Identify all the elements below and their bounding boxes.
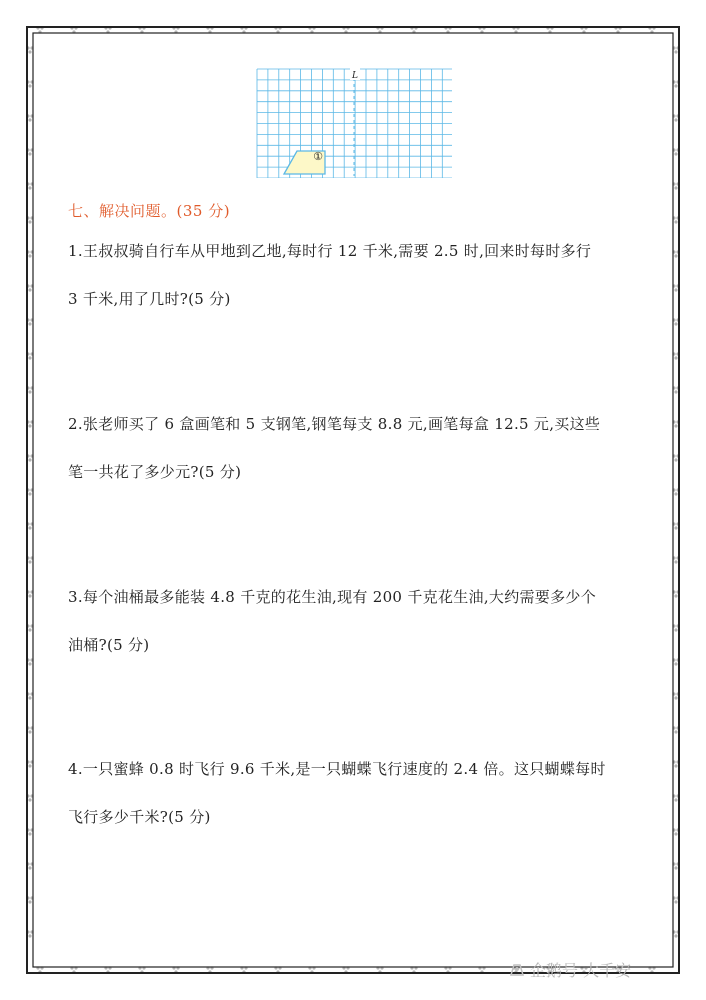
border-dot (28, 526, 31, 529)
border-dot (28, 934, 31, 937)
border-dot (28, 390, 31, 393)
border-dot (28, 662, 31, 665)
border-dot (28, 492, 31, 495)
grid-paper (256, 68, 452, 178)
border-dot (28, 322, 31, 325)
watermark-text: 企鹅号 大千安 (530, 961, 632, 980)
border-dot (28, 118, 31, 121)
question-1-line-2: 3 千米,用了几时?(5 分) (68, 290, 231, 308)
border-dot (674, 458, 677, 461)
border-dot (28, 254, 31, 257)
border-dot (674, 594, 677, 597)
question-2-line-1: 2.张老师买了 6 盒画笔和 5 支钢笔,钢笔每支 8.8 元,画笔每盒 12.5 元,买这些 (68, 415, 601, 433)
border-dot (28, 832, 31, 835)
section-title: 七、解决问题。(35 分) (68, 202, 231, 220)
border-dot (674, 322, 677, 325)
border-dot (674, 424, 677, 427)
question-4-line-2: 飞行多少千米?(5 分) (68, 808, 211, 826)
border-dot (28, 696, 31, 699)
border-dot (674, 492, 677, 495)
border-dot (28, 866, 31, 869)
border-dot (674, 50, 677, 53)
border-dot (28, 798, 31, 801)
shape-label: ① (313, 150, 323, 163)
border-dot (674, 186, 677, 189)
border-dot (28, 220, 31, 223)
border-dot (674, 662, 677, 665)
border-dot (674, 254, 677, 257)
border-dot (674, 764, 677, 767)
question-3-line-2: 油桶?(5 分) (68, 636, 150, 654)
question-4 (68, 745, 643, 841)
grid-figure (256, 68, 452, 182)
border-dot (674, 866, 677, 869)
border-dot (674, 118, 677, 121)
question-3 (68, 573, 643, 669)
border-dot (28, 628, 31, 631)
border-dot (674, 288, 677, 291)
border-dot (674, 356, 677, 359)
question-2 (68, 400, 643, 496)
penguin-logo-icon (508, 961, 526, 979)
border-dot (28, 764, 31, 767)
question-3-line-1: 3.每个油桶最多能装 4.8 千克的花生油,现有 200 千克花生油,大约需要多少个 (68, 588, 597, 606)
border-dot (28, 84, 31, 87)
border-dot (674, 730, 677, 733)
border-dot (28, 730, 31, 733)
border-dot (28, 458, 31, 461)
border-dot (28, 50, 31, 53)
question-1 (68, 227, 643, 323)
border-dot (28, 900, 31, 903)
border-dot (28, 560, 31, 563)
axis-label: L (352, 71, 358, 81)
border-dot (674, 220, 677, 223)
border-dot (28, 424, 31, 427)
border-dot (674, 832, 677, 835)
border-dot (674, 560, 677, 563)
question-1-line-1: 1.王叔叔骑自行车从甲地到乙地,每时行 12 千米,需要 2.5 时,回来时每时多行 (68, 242, 592, 260)
border-dot (28, 186, 31, 189)
question-4-line-1: 4.一只蜜蜂 0.8 时飞行 9.6 千米,是一只蝴蝶飞行速度的 2.4 倍。这只蝴蝶每时 (68, 760, 606, 778)
border-dot (674, 628, 677, 631)
border-dot (28, 356, 31, 359)
border-dot (674, 152, 677, 155)
border-dot (674, 84, 677, 87)
border-dot (674, 526, 677, 529)
border-dot (28, 152, 31, 155)
border-dot (28, 288, 31, 291)
question-2-line-2: 笔一共花了多少元?(5 分) (68, 463, 242, 481)
border-dot (28, 594, 31, 597)
border-dot (674, 934, 677, 937)
border-dot (674, 798, 677, 801)
border-dot (674, 390, 677, 393)
watermark (508, 958, 631, 981)
border-dot (674, 696, 677, 699)
border-dot (674, 900, 677, 903)
